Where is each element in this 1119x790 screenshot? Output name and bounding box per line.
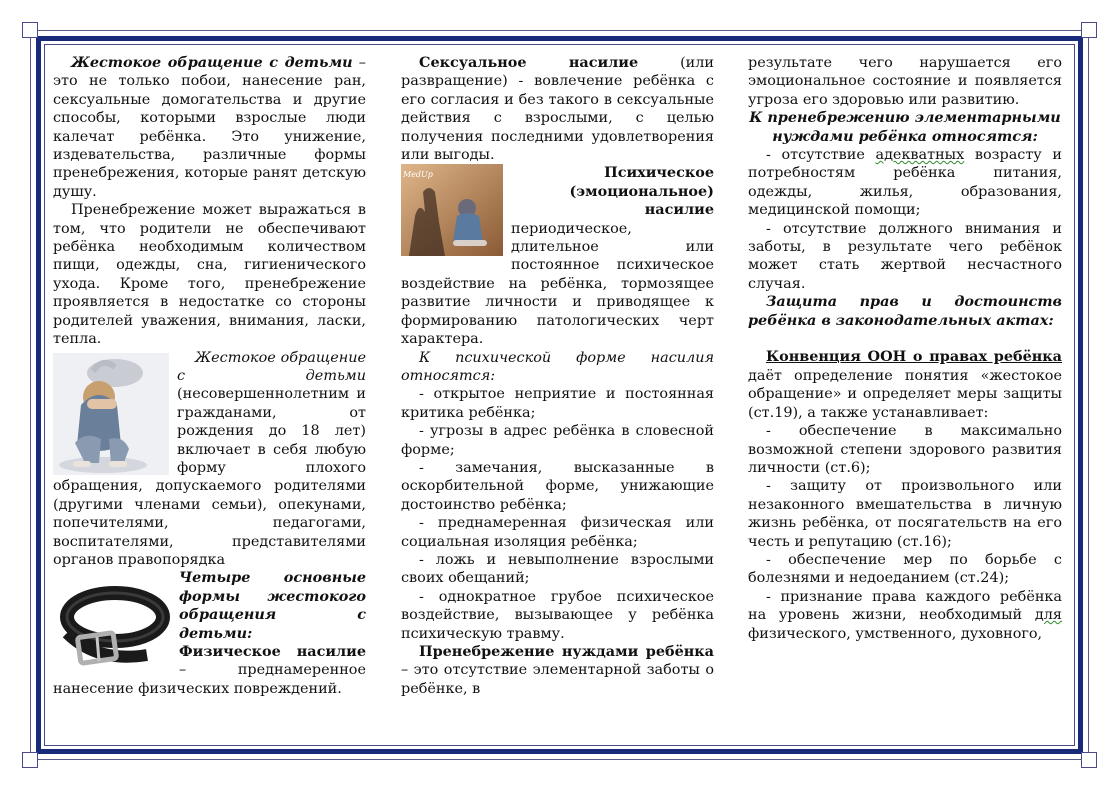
list-item: - замечания, высказанные в оскорбительной форме, унижающие достоинство ребёнка; xyxy=(401,459,714,513)
corner-ornament xyxy=(22,22,38,38)
psychic-violence-heading: Психическое (эмоциональное) насилие xyxy=(569,164,714,219)
paragraph-abuse-definition: Жестокое обращение с детьми – это не только побои, нанесение ран, сексуальные домогательства и другие способы, которыми взрослые люди калечат ребёнка. Это унижение, издевательства, различные формы пренебрежения, которые ранят детскую душу. xyxy=(53,54,366,200)
term-physical-violence: Физическое насилие xyxy=(179,643,366,660)
column-1 xyxy=(53,54,366,698)
list-item: - однократное грубое психическое воздействие, вызывающее у ребёнка психическую травму. xyxy=(401,588,714,642)
paragraph-sexual-violence: Сексуальное насилие (или развращение) - вовлечение ребёнка с его согласия и без такого в сексуальные действия с взрослыми, с целью получения последними удовлетворения или выгоды. xyxy=(401,54,715,164)
neglect-needs-heading: К пренебрежению элементарными нуждами ребёнка относятся: xyxy=(749,109,1061,145)
image-watermark: MedUp xyxy=(403,170,433,179)
paragraph-physical-violence: Физическое насилие – преднамеренное нанесение физических повреждений. xyxy=(53,643,366,697)
legal-protection-heading: Защита прав и достоинств ребёнка в законодательных актах: xyxy=(748,293,1062,329)
paragraph-neglect: Пренебрежение может выражаться в том, что родители не обеспечивают ребёнка необходимым количеством пищи, одежды, сна, гигиенического ухода. Кроме того, пренебрежение проявляется в недостатке со стороны родителей уважения, внимания, ласки, тепла. xyxy=(53,202,366,348)
corner-ornament xyxy=(1081,752,1097,768)
crying-child-image xyxy=(53,353,169,475)
column-2 xyxy=(401,54,714,698)
term-un-convention: Конвенция ООН о правах ребёнка xyxy=(766,348,1062,366)
list-item: - угрозы в адрес ребёнка в словесной форме; xyxy=(401,423,714,458)
corner-ornament xyxy=(1081,22,1097,38)
list-item: - признание права каждого ребёнка на уровень жизни, необходимый для физического, умственного, духовного, xyxy=(748,588,1062,642)
paragraph-un-convention: Конвенция ООН о правах ребёнка даёт определение понятия «жестокое обращение» и определяет меры защиты (ст.19), а также устанавливает: xyxy=(748,348,1062,421)
list-item: - преднамеренная физическая или социальная изоляция ребёнка; xyxy=(401,515,714,550)
paragraph-continuation: результате чего нарушается его эмоциональное состояние и появляется угроза его здоровью или развитию. xyxy=(748,55,1062,108)
list-item: - обеспечение в максимально возможной степени здорового развития личности (ст.6); xyxy=(748,423,1062,476)
paragraph-psychic-violence: периодическое, длительное или постоянное психическое воздействие на ребёнка, тормозящее развитие личности и приводящее к формированию патологических черт характера. xyxy=(401,220,714,348)
term-neglect-needs: Пренебрежение нуждами ребёнка xyxy=(419,643,714,660)
spacer xyxy=(748,330,1062,348)
four-forms-heading: Четыре основные формы жестокого обращения с детьми: xyxy=(179,569,366,642)
psychic-forms-heading: К психической форме насилия относятся: xyxy=(401,349,714,384)
list-item: - обеспечение мер по борьбе с болезнями и недоеданием (ст.24); xyxy=(748,551,1062,587)
paragraph-abuse-scope: Жестокое обращение с детьми (несовершеннолетним и гражданами, от рождения до 18 лет) включает в себя любую форму плохого обращения, допускаемого родителями (другими членами семьи), опекунами, попечителями, педагогами, воспитателями, представителями органов правопорядка xyxy=(53,349,366,568)
term-sexual-violence: Сексуальное насилие xyxy=(419,54,639,71)
list-item: - защиту от произвольного или незаконного вмешательства в личную жизнь ребёнка, от посягательств на его честь и репутацию (ст.16); xyxy=(748,478,1062,550)
corner-ornament xyxy=(22,752,38,768)
column-3 xyxy=(748,54,1062,643)
list-item: - отсутствие адекватных возрасту и потребностям ребёнка питания, одежды, жилья, образования, медицинской помощи; xyxy=(748,147,1063,219)
list-item: - отсутствие должного внимания и заботы, в результате чего ребёнок может стать жертвой несчастного случая. xyxy=(748,220,1062,292)
term-abuse: Жестокое обращение с детьми xyxy=(71,54,353,71)
belt-image xyxy=(53,573,171,669)
list-item: - ложь и невыполнение взрослыми своих обещаний; xyxy=(401,551,714,587)
paragraph-neglect-needs: Пренебрежение нуждами ребёнка – это отсутствие элементарной заботы о ребёнке, в xyxy=(401,643,714,697)
list-item: - открытое неприятие и постоянная критика ребёнка; xyxy=(401,386,714,421)
